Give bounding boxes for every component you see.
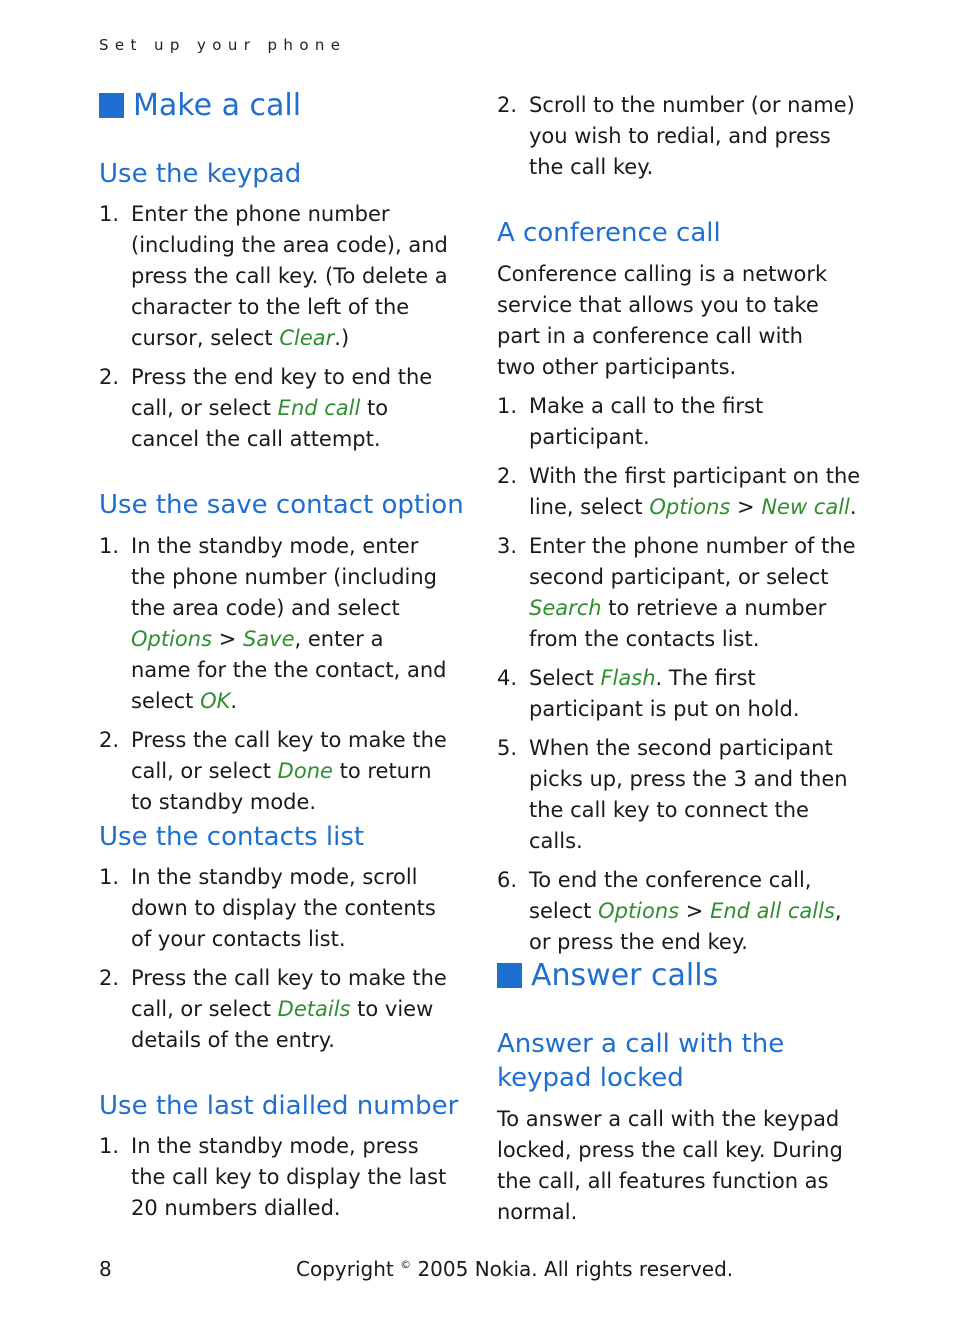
contacts-list-steps xyxy=(99,862,459,1064)
section-title-text: Answer calls xyxy=(531,958,719,993)
step-number: 3. xyxy=(497,534,518,558)
running-head: Set up your phone xyxy=(99,36,347,54)
list-item: 1. In the standby mode, press the call key to display the last 20 numbers dialled. xyxy=(99,1131,447,1224)
list-item: 2. With the first participant on the line, select Options > New call. xyxy=(497,461,867,523)
step-number: 2. xyxy=(99,966,120,990)
menu-option-search: Search xyxy=(529,596,602,620)
menu-option-options: Options xyxy=(131,627,213,651)
section-title-make-call xyxy=(99,88,301,123)
list-item: 2. Press the call key to make the call, or select Done to return to standby mode. xyxy=(99,725,447,818)
heading-use-keypad: Use the keypad xyxy=(99,159,302,189)
menu-option-clear: Clear xyxy=(279,326,335,350)
step-number: 1. xyxy=(497,394,518,418)
heading-conference-call: A conference call xyxy=(497,218,721,248)
step-number: 2. xyxy=(99,728,120,752)
list-item: 1. Make a call to the first participant. xyxy=(497,391,867,453)
menu-option-end-call: End call xyxy=(277,396,361,420)
menu-option-options: Options xyxy=(598,899,680,923)
section-square-icon xyxy=(99,93,124,118)
section-square-icon xyxy=(497,963,522,988)
page-number: 8 xyxy=(99,1257,112,1281)
step-number: 2. xyxy=(99,365,120,389)
copyright-symbol: © xyxy=(400,1258,412,1271)
step-number: 1. xyxy=(99,534,120,558)
step-number: 5. xyxy=(497,736,518,760)
list-item: 6. To end the conference call, select Options > End all calls, or press the end key. xyxy=(497,865,867,958)
step-number: 2. xyxy=(497,93,518,117)
menu-option-details: Details xyxy=(277,997,351,1021)
list-item: 1. Enter the phone number (including the area code), and press the call key. (To delete a character to the left of the cursor, select Clear.) xyxy=(99,199,459,354)
heading-contacts-list: Use the contacts list xyxy=(99,822,365,852)
step-number: 4. xyxy=(497,666,518,690)
save-contact-steps xyxy=(99,531,447,826)
menu-option-save: Save xyxy=(242,627,295,651)
answer-keypad-locked-body: To answer a call with the keypad locked, press the call key. During the call, all features function as normal. xyxy=(497,1107,843,1224)
list-item: 2. Scroll to the number (or name) you wish to redial, and press the call key. xyxy=(497,90,867,183)
section-title-answer-calls xyxy=(497,958,718,993)
section-title-text: Make a call xyxy=(133,88,302,123)
conference-steps xyxy=(497,391,867,966)
list-item: 5. When the second participant picks up, press the 3 and then the call key to connect the calls. xyxy=(497,733,867,857)
menu-option-end-all-calls: End all calls xyxy=(710,899,835,923)
last-dialled-steps-continued xyxy=(497,90,867,191)
menu-option-done: Done xyxy=(277,759,333,783)
step-number: 1. xyxy=(99,202,120,226)
heading-save-contact: Use the save contact option xyxy=(99,490,464,520)
list-item: 1. In the standby mode, enter the phone number (including the area code) and select Options > Save, enter a name for the the contact, and select OK. xyxy=(99,531,447,717)
last-dialled-steps xyxy=(99,1131,447,1232)
menu-option-options: Options xyxy=(649,495,731,519)
step-number: 1. xyxy=(99,1134,120,1158)
heading-last-dialled: Use the last dialled number xyxy=(99,1091,459,1121)
list-item: 2. Press the end key to end the call, or select End call to cancel the call attempt. xyxy=(99,362,459,455)
conference-intro: Conference calling is a network service that allows you to take part in a conference call with two other participants. xyxy=(497,262,828,379)
step-number: 2. xyxy=(497,464,518,488)
menu-option-flash: Flash xyxy=(600,666,656,690)
menu-option-new-call: New call xyxy=(761,495,850,519)
keypad-steps xyxy=(99,199,459,463)
step-number: 1. xyxy=(99,865,120,889)
list-item: 2. Press the call key to make the call, or select Details to view details of the entry. xyxy=(99,963,459,1056)
list-item: 3. Enter the phone number of the second participant, or select Search to retrieve a number from the contacts list. xyxy=(497,531,867,655)
menu-option-ok: OK xyxy=(200,689,231,713)
list-item: 4. Select Flash. The first participant is put on hold. xyxy=(497,663,867,725)
heading-answer-keypad-locked: Answer a call with the keypad locked xyxy=(497,1029,785,1093)
copyright-footer: Copyright © 2005 Nokia. All rights reserved. xyxy=(296,1257,734,1281)
list-item: 1. In the standby mode, scroll down to display the contents of your contacts list. xyxy=(99,862,459,955)
step-number: 6. xyxy=(497,868,518,892)
